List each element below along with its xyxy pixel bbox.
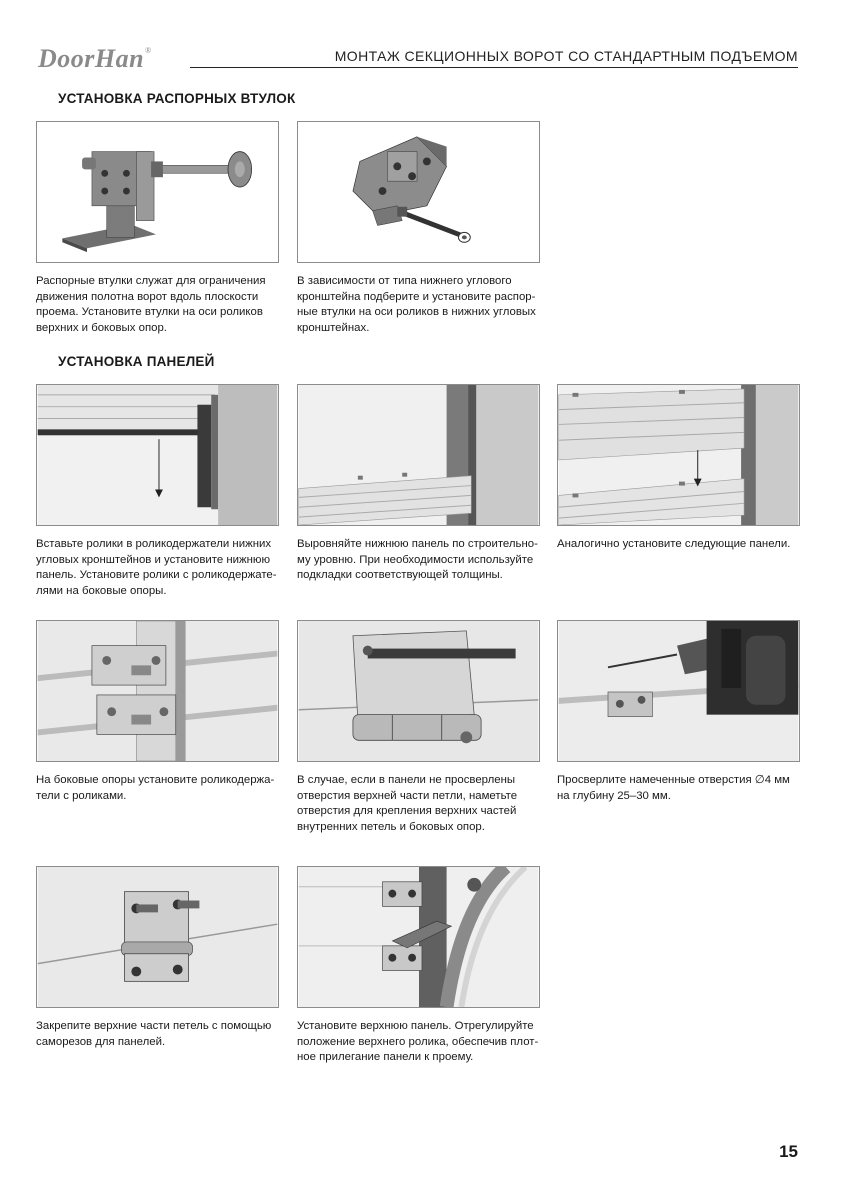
step-caption-2: В зависимости от типа нижнего углового кронштейна подберите и установите распор- ные втулки на оси роликов в нижних угловых кронштейнах. [297, 275, 536, 334]
illustration-fasten-hinges [36, 866, 279, 1008]
illustration-mark-hinge-holes [297, 620, 540, 762]
brand-logo [38, 44, 151, 74]
section-title-panels: УСТАНОВКА ПАНЕЛЕЙ [58, 354, 215, 369]
step-caption-3: Вставьте ролики в роликодержатели нижних угловых кронштейнов и установите нижнюю панель. Установите ролики с роликодержате- лями на боковые опоры. [36, 538, 277, 597]
header-rule [190, 67, 798, 68]
registered-mark: ® [145, 46, 152, 55]
illustration-drill-holes [557, 620, 800, 762]
brand-name: DoorHan [38, 44, 145, 73]
step-caption-6: На боковые опоры установите роликодержа- тели с роликами. [36, 774, 275, 802]
illustration-level-bottom-panel [297, 384, 540, 526]
step-caption-10: Установите верхнюю панель. Отрегулируйте положение верхнего ролика, обеспечив плот- ное прилегание панели к проему. [297, 1020, 539, 1063]
step-caption-4: Выровняйте нижнюю панель по строительно- му уровню. При необходимости используйте подкладки соответствующей толщины. [297, 538, 538, 581]
illustration-spacer-bottom-bracket [297, 121, 540, 263]
step-caption-5: Аналогично установите следующие панели. [557, 538, 791, 550]
step-caption-8: Просверлите намеченные отверстия ∅4 мм на глубину 25–30 мм. [557, 774, 790, 802]
step-caption-9: Закрепите верхние части петель с помощью саморезов для панелей. [36, 1020, 272, 1048]
step-caption-7: В случае, если в панели не просверлены отверстия верхней части петли, наметьте отверстия для крепления верхних частей внутренних петель и боковых опор. [297, 774, 518, 833]
illustration-roller-holders-side [36, 620, 279, 762]
header-title: МОНТАЖ СЕКЦИОННЫХ ВОРОТ СО СТАНДАРТНЫМ ПОДЪЕМОМ [334, 48, 798, 64]
section-title-spacers: УСТАНОВКА РАСПОРНЫХ ВТУЛОК [58, 91, 296, 106]
page-number: 15 [779, 1142, 798, 1161]
step-caption-1: Распорные втулки служат для ограничения движения полотна ворот вдоль плоскости проема. Установите втулки на оси роликов верхних и боковых опор. [36, 275, 266, 334]
illustration-next-panels [557, 384, 800, 526]
illustration-spacer-axle [36, 121, 279, 263]
illustration-top-panel [297, 866, 540, 1008]
illustration-bottom-panel-insert [36, 384, 279, 526]
